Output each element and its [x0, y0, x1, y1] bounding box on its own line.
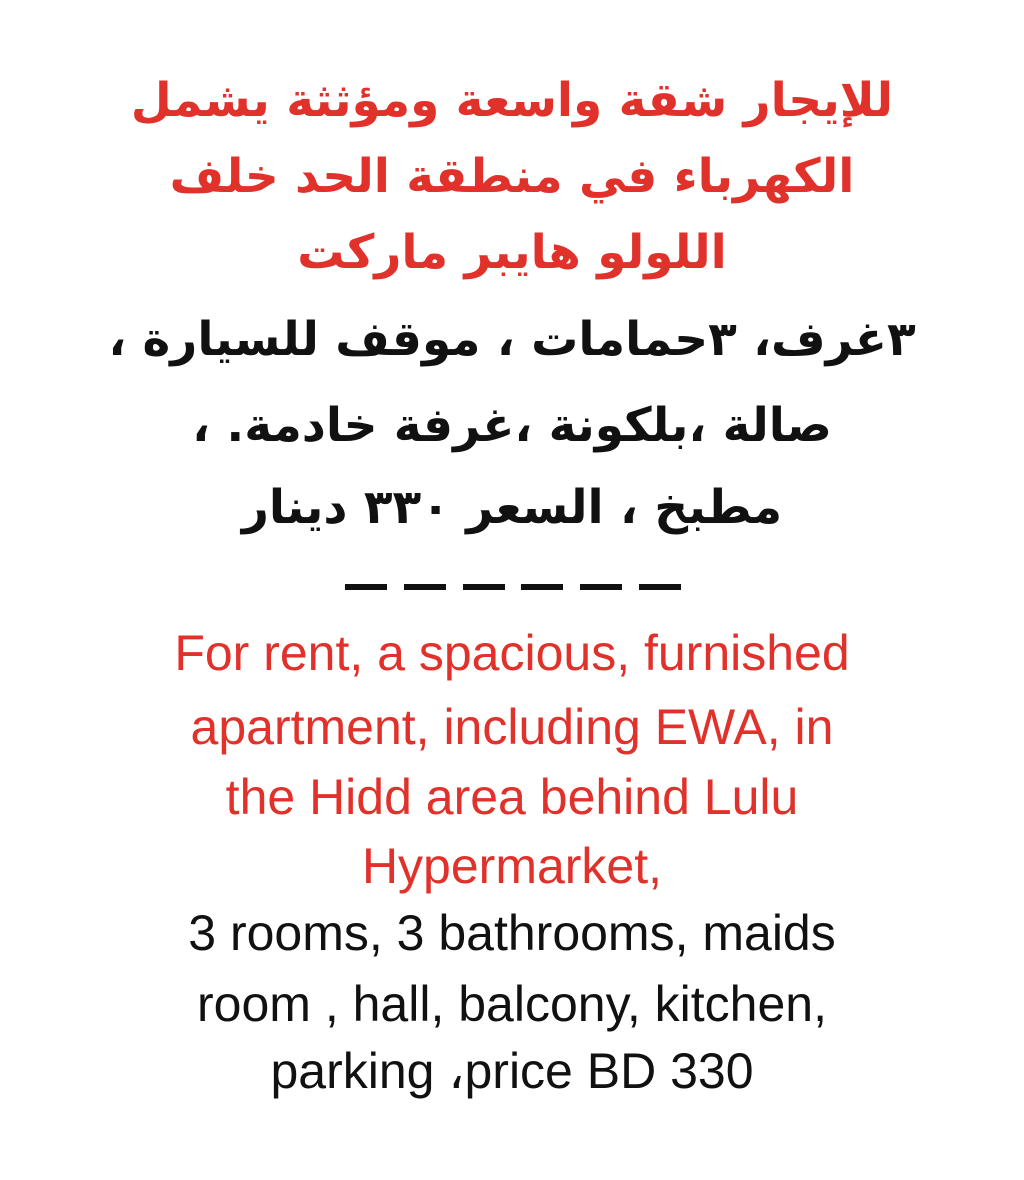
- arabic-details-line-2: صالة ،بلكونة ،غرفة خادمة. ،: [192, 398, 832, 453]
- arabic-title-line-2: الكهرباء في منطقة الحد خلف: [169, 149, 855, 204]
- arabic-title-line-1: للإيجار شقة واسعة ومؤثثة يشمل: [130, 73, 894, 128]
- english-title-line-2: apartment, including EWA, in: [190, 699, 834, 755]
- arabic-title-line-3: اللولو هايبر ماركت: [297, 225, 727, 280]
- divider-dash: [521, 584, 563, 590]
- divider-dash: [580, 584, 622, 590]
- english-price-line: parking ،price BD 330: [270, 1043, 754, 1099]
- divider-dash: [463, 584, 505, 590]
- divider-dash: [345, 584, 387, 590]
- divider-dash: [639, 584, 681, 590]
- section-divider: [345, 584, 681, 592]
- english-details-line-2: room , hall, balcony, kitchen,: [197, 976, 827, 1032]
- english-title-line-4: Hypermarket,: [361, 838, 663, 894]
- divider-dash: [404, 584, 446, 590]
- arabic-price-line: مطبخ ، السعر ٣٣٠ دينار: [241, 480, 783, 535]
- english-title-line-3: the Hidd area behind Lulu: [225, 769, 799, 825]
- english-details-line-1: 3 rooms, 3 bathrooms, maids: [188, 905, 836, 961]
- arabic-details-line-1: ٣غرف، ٣حمامات ، موقف للسيارة ،: [108, 312, 916, 367]
- english-title-line-1: For rent, a spacious, furnished: [174, 625, 850, 681]
